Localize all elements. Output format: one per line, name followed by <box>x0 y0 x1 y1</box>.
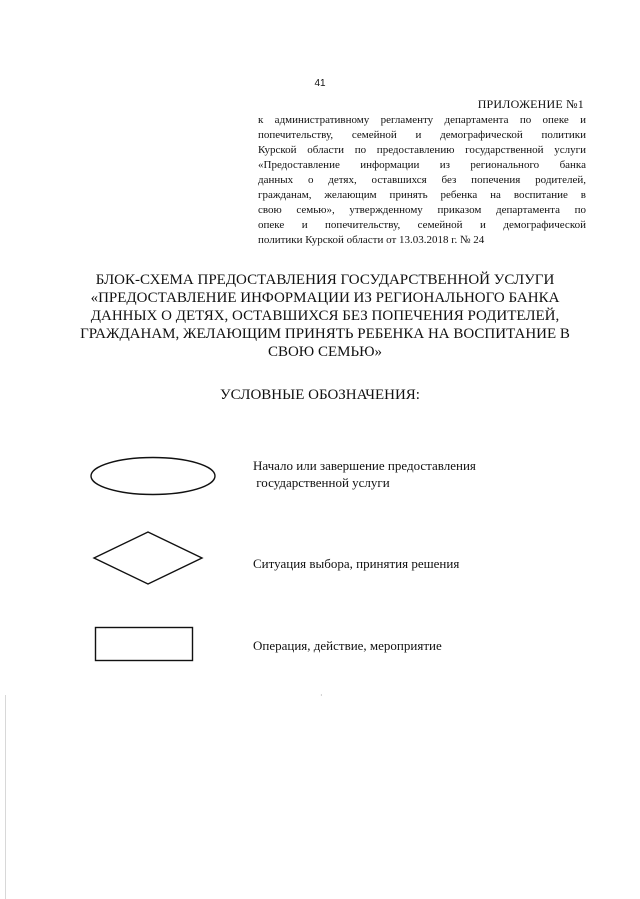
legend-title: УСЛОВНЫЕ ОБОЗНАЧЕНИЯ: <box>220 387 420 403</box>
rectangle-symbol <box>94 626 194 662</box>
appendix-line: политики Курской области от 13.03.2018 г. № 24 <box>258 234 485 246</box>
appendix-line: свою семью», утвержденному приказом департамента по <box>258 204 586 216</box>
appendix-line: попечительству, семейной и демографической политики <box>258 129 586 141</box>
legend-item-text: Начало или завершение предоставления <box>253 458 476 473</box>
appendix-line: опеке и попечительству, семейной и демографической <box>258 219 586 231</box>
legend-item-text: государственной услуги <box>253 475 390 490</box>
heading-line: ДАННЫХ О ДЕТЯХ, ОСТАВШИХСЯ БЕЗ ПОПЕЧЕНИЯ РОДИТЕЛЕЙ, <box>90 308 560 324</box>
heading-line: «ПРЕДОСТАВЛЕНИЕ ИНФОРМАЦИИ ИЗ РЕГИОНАЛЬНОГО БАНКА <box>90 290 560 306</box>
heading-line: БЛОК-СХЕМА ПРЕДОСТАВЛЕНИЯ ГОСУДАРСТВЕННОЙ УСЛУГИ <box>95 272 555 288</box>
flowchart-heading <box>60 271 590 361</box>
page-number: 41 <box>314 78 326 89</box>
appendix-title: ПРИЛОЖЕНИЕ №1 <box>477 97 584 111</box>
appendix-line: гражданам, желающим принять ребенка на воспитание в <box>258 189 586 201</box>
scan-artifact: · <box>320 691 323 700</box>
heading-line: СВОЮ СЕМЬЮ» <box>267 344 383 360</box>
appendix-line: Курской области по предоставлению государственной услуги <box>258 144 586 156</box>
legend-item-text: Операция, действие, мероприятие <box>253 638 442 653</box>
appendix-line: «Предоставление информации из регионального банка <box>258 159 586 171</box>
legend-item-start-end <box>253 457 476 491</box>
ellipse-symbol <box>88 455 218 497</box>
heading-line: ГРАЖДАНАМ, ЖЕЛАЮЩИМ ПРИНЯТЬ РЕБЕНКА НА ВОСПИТАНИЕ В <box>80 326 570 342</box>
legend-item-text: Ситуация выбора, принятия решения <box>253 556 460 571</box>
appendix-reference <box>258 113 586 248</box>
legend-item-operation <box>253 637 442 654</box>
scan-edge-mark <box>5 695 6 899</box>
legend-item-decision <box>253 555 459 572</box>
diamond-symbol <box>92 530 204 586</box>
appendix-line: данных о детях, оставшихся без попечения родителей, <box>258 174 586 186</box>
appendix-line: к административному регламенту департамента по опеке и <box>258 114 586 126</box>
